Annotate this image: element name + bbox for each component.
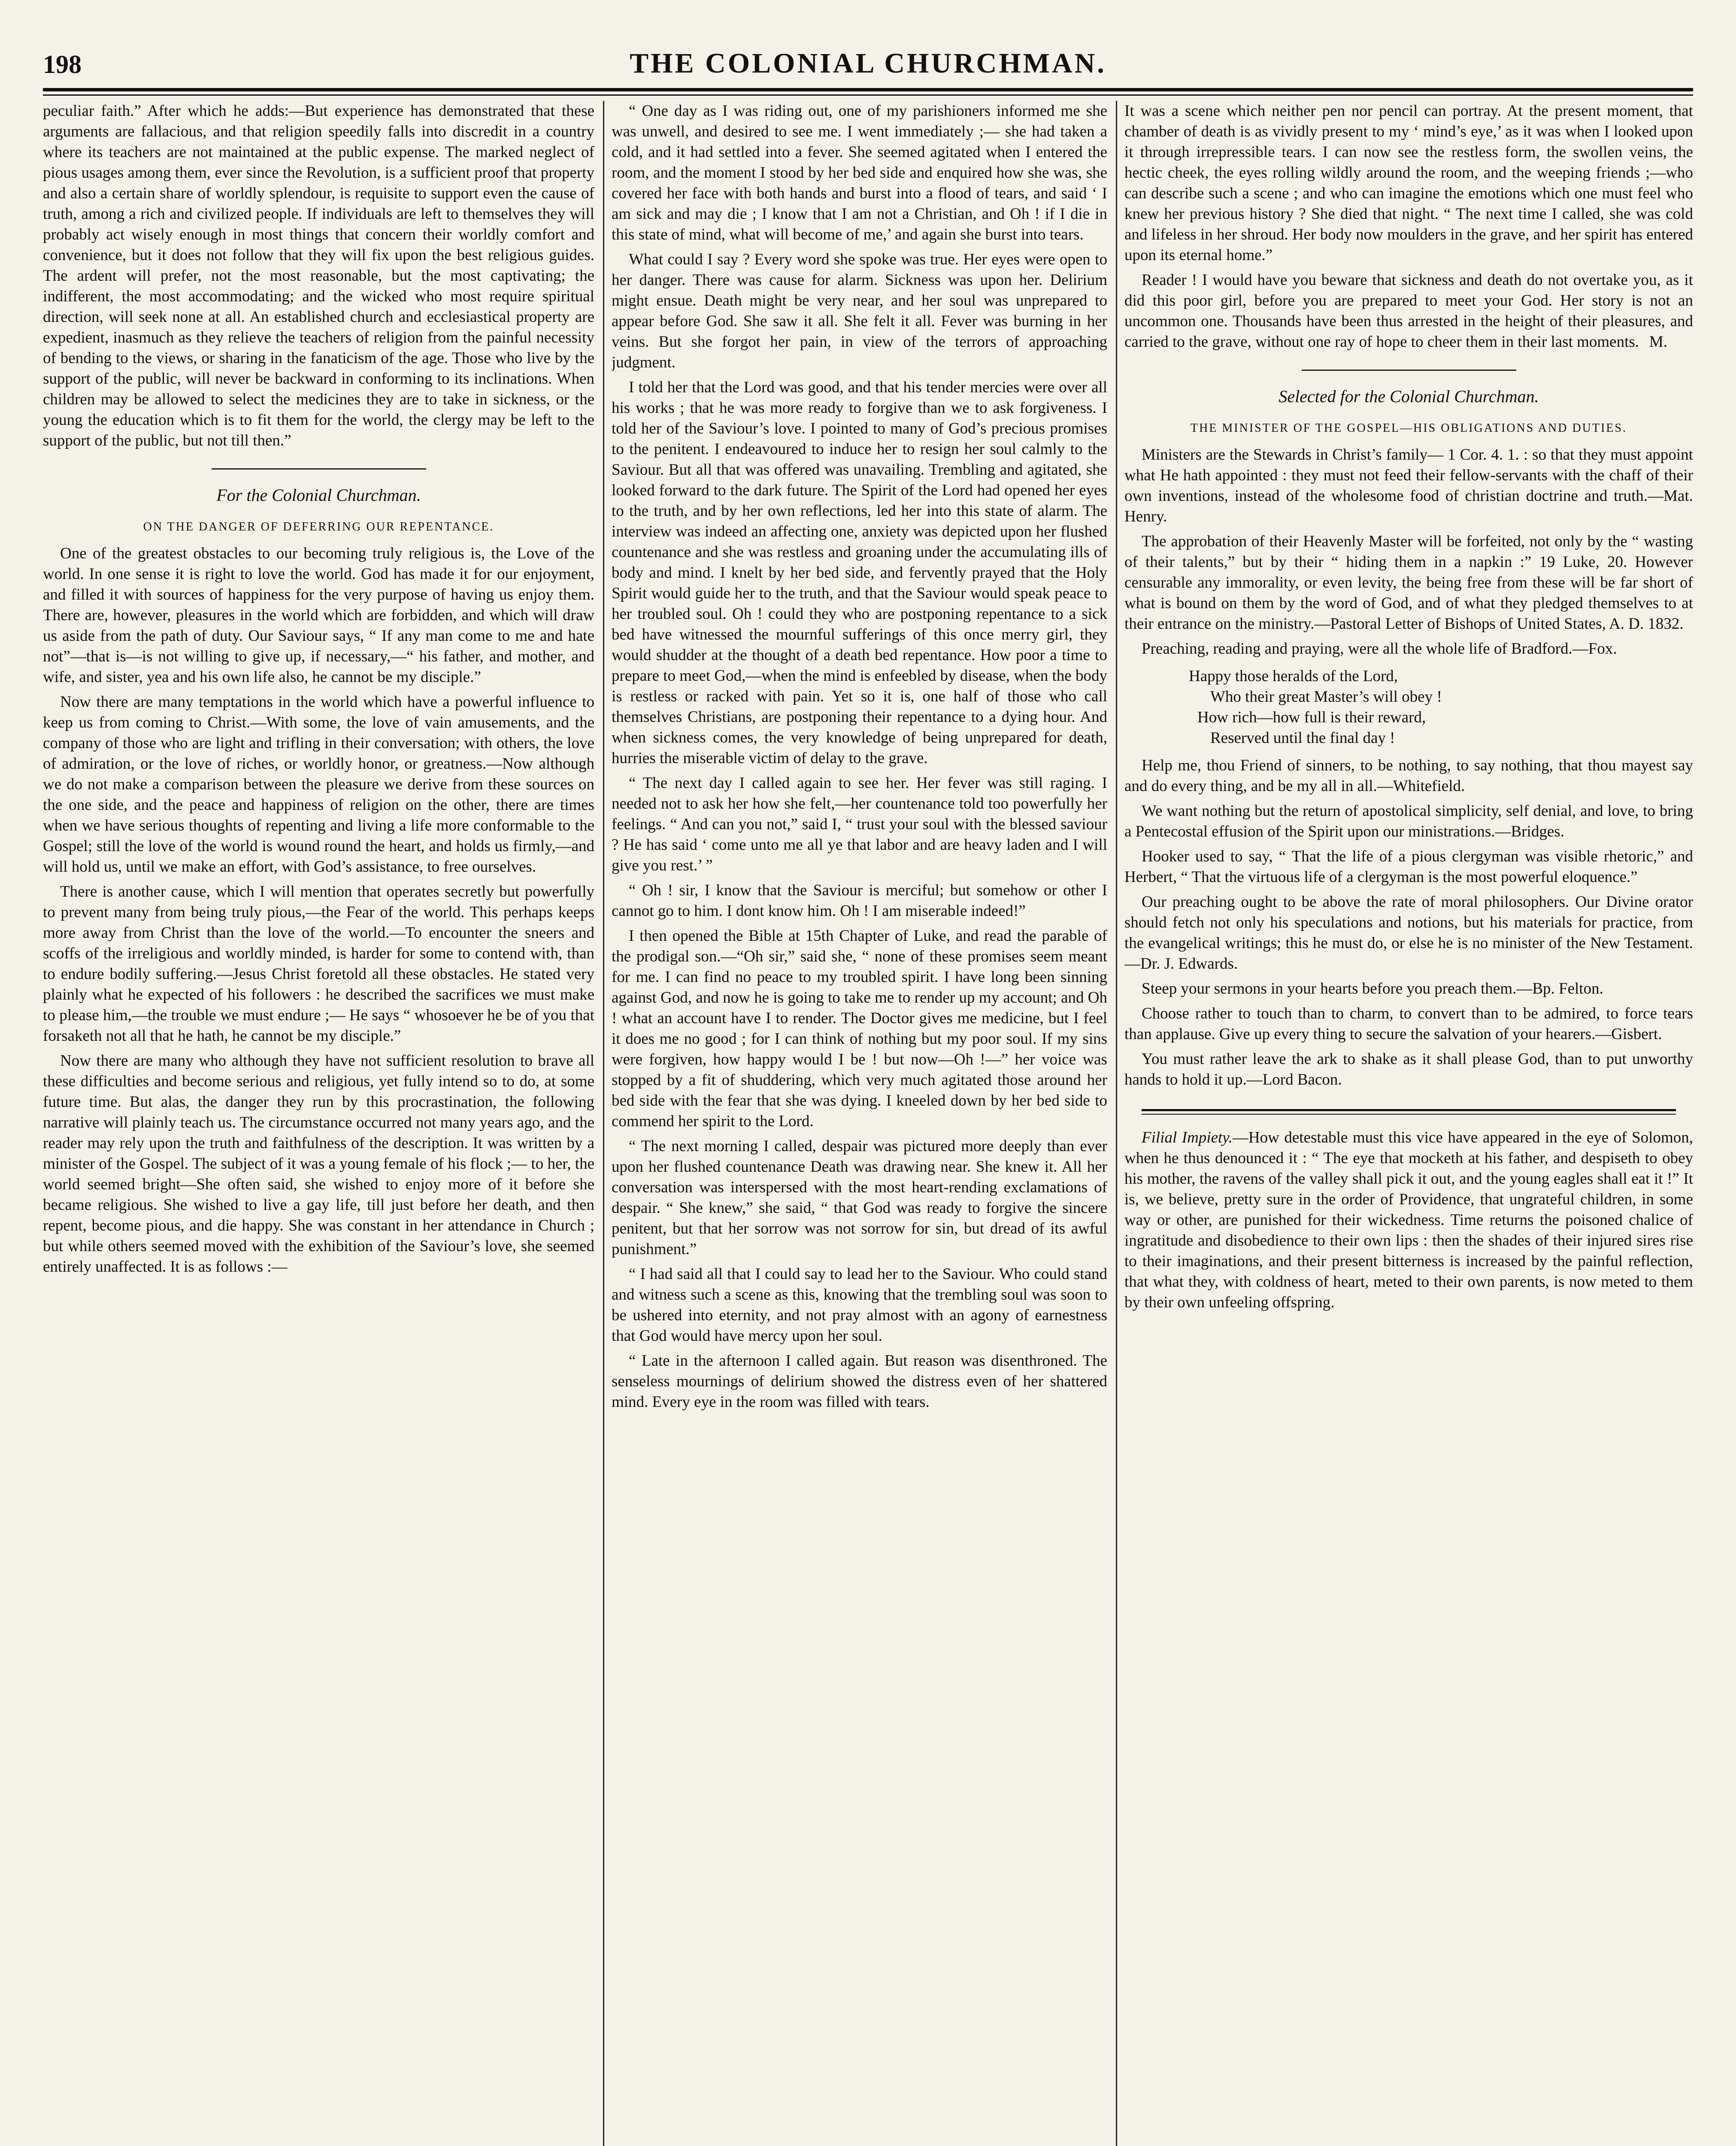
article-paragraph: Help me, thou Friend of sinners, to be nothing, to say nothing, that thou mayest say and do every thing, and be my all in all.—Whitefield. (1124, 757, 1693, 795)
article-paragraph: Hooker used to say, “ That the life of a pious clergyman was visible rhetoric,” and Herbert, “ That the virtuous life of a clergyman is the most powerful eloquence.” (1124, 848, 1693, 886)
article-paragraph: “ Late in the afternoon I called again. But reason was disenthroned. The senseless mournings of delirium showed the distress even of her shattered mind. Every eye in the room was filled with tears. (612, 1352, 1107, 1411)
poem (1124, 666, 1693, 749)
column-2 (612, 101, 1107, 2146)
double-rule-thin (1142, 1114, 1676, 1115)
article-paragraph: Our preaching ought to be above the rate of moral philosophers. Our Divine orator should fetch not only his speculations and notions, but his materials for practice, from the evangelical writings; this he must do, or else he is no minister of the New Testament.—Dr. J. Edwards. (1124, 893, 1693, 973)
author-signature: M. (1649, 333, 1667, 351)
masthead-title: THE COLONIAL CHURCHMAN. (630, 48, 1106, 79)
article-paragraph: Ministers are the Stewards in Christ’s family— 1 Cor. 4. 1. : so that they must appoint what He hath appointed : they must not feed their fellow-servants with the chaff of their own inventions, instead of the wholesome food of christian doctrine and truth.—Mat. Henry. (1124, 446, 1693, 525)
article-paragraph: Now there are many who although they have not sufficient resolution to brave all these difficulties and become serious and religious, yet fully intend so to do, at some future time. But alas, the danger they run by this procrastination, the following narrative will plainly teach us. The circumstance occurred not many years ago, and the reader may rely upon the truth and faithfulness of the description. It was written by a minister of the Gospel. The subject of it was a young female of his flock ;— to her, the world seemed bright—She often said, she wished to enjoy more of it before she became religious. She wished to live a gay life, till just before her death, and then repent, become pious, and die happy. She was constant in her attendance in Church ; but while others seemed moved with the exhibition of the Saviour’s love, she seemed entirely unaffected. It is as follows :— (43, 1052, 594, 1276)
article-paragraph (1124, 1128, 1693, 1313)
article-paragraph: “ I had said all that I could say to lead her to the Saviour. Who could stand and witness such a scene as this, knowing that the trembling soul was soon to be ushered into eternity, and not pray almost with an agony of earnestness that God would have mercy upon her soul. (612, 1265, 1107, 1345)
section-byline: For the Colonial Churchman. (216, 485, 421, 505)
column-3 (1124, 101, 1693, 2146)
article-paragraph: Now there are many temptations in the world which have a powerful influence to keep us from coming to Christ.—With some, the love of vain amusements, and the company of those who are light and trifling in their conversation; with others, the love of admiration, or the love of riches, or worldly honor, or greatness.—Now although we do not make a comparison between the pleasure we derive from these sources on the one side, and the peace and happiness of religion on the other, there are times when we have serious thoughts of repenting and living a life more conformable to the Gospel; still the love of the world is wound round the heart, and holds us firmly,—and will hold us, until we make an effort, with God’s assistance, to free ourselves. (43, 693, 594, 876)
paragraph-lead: Filial Impiety. (1142, 1129, 1233, 1146)
article-headline: ON THE DANGER OF DEFERRING OUR REPENTANCE. (143, 520, 494, 533)
article-paragraph: I then opened the Bible at 15th Chapter of Luke, and read the parable of the prodigal son.—“Oh sir,” said she, “ none of these promises seem meant for me. I can find no peace to my troubled spirit. I have long been sinning against God, and now he is going to take me to render up my account; and Oh ! what an account have I to render. The Doctor gives me medicine, but I feel it does me no good ; for I can think of nothing but my poor soul. If my sins were forgiven, how happy would I be ! but now—Oh !—” her voice was stopped by a fit of shuddering, which very much agitated those around her bed side with the fear that she was dying. I kneeled down by her bed side to commend her spirit to the Lord. (612, 927, 1107, 1130)
article-paragraph: I told her that the Lord was good, and that his tender mercies were over all his works ; that he was more ready to forgive than we to ask forgiveness. I told her of the Saviour’s love. I pointed to many of God’s precious promises to the penitent. I endeavoured to induce her to resign her soul calmly to the Saviour. But all that was offered was unavailing. Trembling and agitated, she looked forward to the dark future. The Spirit of the Lord had opened her eyes to the truth, and by her own reflections, led her into this state of alarm. The interview was indeed an affecting one, anxiety was depicted upon her flushed countenance and she was restless and groaning under the accumulating ills of body and mind. I knelt by her bed side, and fervently prayed that the Holy Spirit would guide her to the truth, and that the Saviour would speak peace to her troubled soul. Oh ! could they who are postponing repentance to a sick bed have witnessed the mournful sufferings of this once merry girl, they would shudder at the thought of a death bed repentance. How poor a time to prepare to meet God,—when the mind is enfeebled by disease, when the body is restless or racked with pain. Yet so it is, one half of those who call themselves Christians, are postponing their repentance to a dying hour. And when sickness comes, the very knowledge of being unprepared for death, hurries the miserable victim of delay to the grave. (612, 379, 1107, 767)
poem-line: How rich—how full is their reward, (1197, 709, 1426, 726)
article-paragraph: What could I say ? Every word she spoke was true. Her eyes were open to her danger. There was cause for alarm. Sickness was upon her. Delirium might ensue. Death might be very near, and her soul was unprepared to appear before God. She saw it all. She felt it all. Fever was burning in her veins. But she forgot her pain, in view of the terrors of approaching judgment. (612, 251, 1107, 371)
article-headline: THE MINISTER OF THE GOSPEL—HIS OBLIGATIONS AND DUTIES. (1190, 421, 1627, 435)
section-divider (212, 468, 426, 470)
article-paragraph: Steep your sermons in your hearts before you preach them.—Bp. Felton. (1142, 980, 1603, 997)
header-rule (43, 88, 1693, 91)
column-1 (43, 101, 594, 2146)
article-paragraph: “ The next morning I called, despair was pictured more deeply than ever upon her flushed countenance Death was drawing near. She knew it. All her conversation was interspersed with the most heart-rending exclamations of despair. “ She knew,” she said, “ that God was ready to forgive the sincere penitent, but that her sorrow was not sorrow for sin, but dread of its awful punishment.” (612, 1137, 1107, 1258)
section-byline: Selected for the Colonial Churchman. (1279, 387, 1539, 406)
article-paragraph: Preaching, reading and praying, were all the whole life of Bradford.—Fox. (1142, 640, 1617, 658)
page-header (43, 47, 1693, 90)
article-paragraph: One of the greatest obstacles to our becoming truly religious is, the Love of the world. In one sense it is right to love the world. God has made it for our enjoyment, and filled it with sources of happiness for the very purpose of having us enjoy them. There are, however, pleasures in the world which are forbidden, and which will draw us aside from the path of duty. Our Saviour says, “ If any man come to me and hate not”—that is—is not willing to give up, if necessary,—“ his father, and mother, and wife, and sister, yea and his own life also, he cannot be my disciple.” (43, 545, 594, 686)
article-paragraph: There is another cause, which I will mention that operates secretly but powerfully to prevent many from being truly pious,—the Fear of the world. This perhaps keeps more away from Christ than the love of the world.—To encounter the sneers and scoffs of the irreligious and worldly minded, is harder for some to contend with, than to endure bodily suffering.—Jesus Christ foretold all these obstacles. He stated very plainly what he expected of his followers : he described the sacrifices we must make to please him,—the trouble we must endure ;— He says “ whosoever he be of you that forsaketh not all that he hath, he cannot be my disciple.” (43, 883, 594, 1045)
double-rule (1142, 1109, 1676, 1111)
poem-line: Who their great Master’s will obey ! (1210, 688, 1442, 706)
article-paragraph: It was a scene which neither pen nor pencil can portray. At the present moment, that chamber of death is as vividly present to my ‘ mind’s eye,’ as it was when I looked upon it through irrepressible tears. I can now see the restless form, the swollen veins, the hectic cheek, the eyes rolling wildly around the room, and the weeping friends ;—who can describe such a scene ; and who can imagine the emotions which one must feel who knew her previous history ? She died that night. “ The next time I called, she was cold and lifeless in her shroud. Her body now moulders in the grave, and her spirit has entered upon its eternal home.” (1124, 102, 1693, 264)
article-paragraph: “ Oh ! sir, I know that the Saviour is merciful; but somehow or other I cannot go to him. I dont know him. Oh ! I am miserable indeed!” (612, 882, 1107, 920)
article-paragraph: Choose rather to touch than to charm, to convert than to be admired, to force tears than applause. Give up every thing to secure the salvation of your hearers.—Gisbert. (1124, 1005, 1693, 1043)
article-paragraph: We want nothing but the return of apostolical simplicity, self denial, and love, to bring a Pentecostal effusion of the Spirit upon our ministrations.—Bridges. (1124, 802, 1693, 840)
article-paragraph: “ The next day I called again to see her. Her fever was still raging. I needed not to ask her how she felt,—her countenance told too powerfully her feelings. “ And can you not,” said I, “ trust your soul with the blessed saviour ? He has said ‘ come unto me all ye that labor and are heavy laden and I will give you rest.’ ” (612, 774, 1107, 874)
article-paragraph: The approbation of their Heavenly Master will be forfeited, not only by the “ wasting of their talents,” but by their “ hiding them in a napkin :” 19 Luke, 20. However censurable any immorality, or even levity, the being free from these will be far short of what is bound on them by the word of God, and of what they pledged themselves to at their entrance on the ministry.—Pastoral Letter of Bishops of United States, A. D. 1832. (1124, 533, 1693, 633)
page-number: 198 (43, 50, 82, 79)
header-rule-thin (43, 94, 1693, 96)
section-divider (1302, 370, 1516, 371)
poem-line: Happy those heralds of the Lord, (1189, 667, 1398, 685)
article-paragraph: peculiar faith.” After which he adds:—But experience has demonstrated that these arguments are fallacious, and that religion speedily falls into discredit in a country where its teachers are not maintained at the public expense. The marked neglect of pious usages among them, ever since the Revolution, is a sufficient proof that property and also a certain share of worldly splendour, is requisite to support even the cause of truth, among a rich and civilized people. If individuals are left to themselves they will probably act wisely enough in most things that concern their worldly comfort and convenience, but it does not follow that they will fix upon the best religious guides. The ardent will prefer, not the most reasonable, but the most captivating; the indifferent, the most accommodating; and the wicked who most require spiritual direction, will seek none at all. An established church and ecclesiastical property are expedient, inasmuch as they relieve the teachers of religion from the painful necessity of bending to the views, or sharing in the fanaticism of the age. Those who live by the support of the public, will never be backward in conforming to its inclinations. When children may be allowed to select the medicines they are to take in sickness, or the young the education which is to fit them for the world, the clergy may be left to the support of the public, but not till then.” (43, 102, 594, 449)
article-paragraph: You must rather leave the ark to shake as it shall please God, than to put unworthy hands to hold it up.—Lord Bacon. (1124, 1050, 1693, 1088)
article-paragraph: “ One day as I was riding out, one of my parishioners informed me she was unwell, and desired to see me. I went immediately ;— she had taken a cold, and it had settled into a fever. She seemed agitated when I entered the room, and the moment I stood by her bed side and enquired how she was, she covered her face with both hands and burst into a flood of tears, and said ‘ I am sick and may die ; I know that I am not a Christian, and Oh ! if I die in this state of mind, what will become of me,’ and again she burst into tears. (612, 102, 1107, 243)
column-divider (603, 101, 604, 2146)
column-divider (1116, 101, 1117, 2146)
paragraph-body: —How detestable must this vice have appeared in the eye of Solomon, when he thus denounced it : “ The eye that mocketh at his father, and despiseth to obey his mother, the ravens of the valley shall pick it out, and the young eagles shall eat it !” It is, we believe, pretty sure in the order of Providence, that ungrateful children, in some way or other, are punished for their wickedness. Time returns the poisoned chalice of ingratitude and disobedience to their own lips : then the shades of their injured sires rise to their imaginations, and their present bitterness is increased by the painful reflection, that what they, with coldness of heart, meted to their own parents, is now meted to them by their own unfeeling offspring. (1124, 1129, 1693, 1311)
poem-line: Reserved until the final day ! (1210, 729, 1395, 747)
article-paragraph: Reader ! I would have you beware that sickness and death do not overtake you, as it did this poor girl, before you are prepared to meet your God. Her story is not an uncommon one. Thousands have been thus arrested in the height of their pleasures, and carried to the grave, without one ray of hope to cheer them in their last moments. (1124, 271, 1693, 351)
